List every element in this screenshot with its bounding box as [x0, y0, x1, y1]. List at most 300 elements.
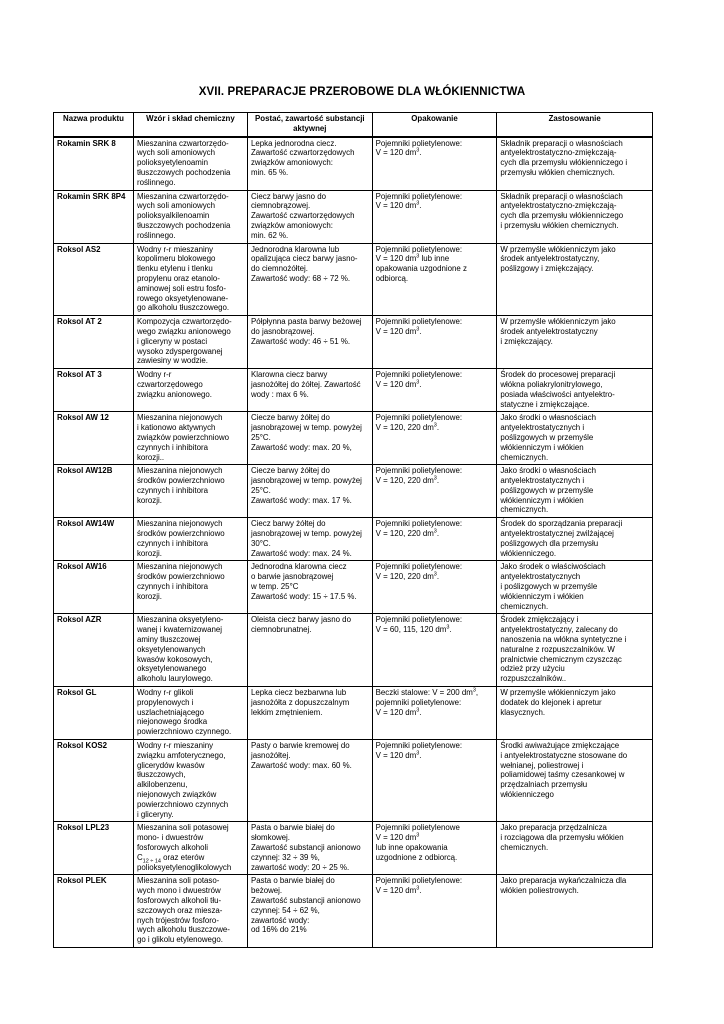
cell-line: zawartość wody:	[250, 915, 310, 925]
application-cell	[497, 316, 653, 369]
cell-line: fosforowych alkoholi	[136, 842, 208, 852]
application-cell	[497, 561, 653, 614]
cell-line: Zawartość wody: max. 17 %.	[250, 495, 352, 505]
application-cell	[497, 822, 653, 875]
table-row	[54, 137, 653, 190]
cell-line: Pojemniki polietylenowe:	[375, 244, 463, 254]
formula-cell	[133, 687, 247, 740]
form-cell	[247, 190, 372, 243]
cell-line: roślinnego.	[136, 177, 176, 187]
product-name: Roksol KOS2	[54, 740, 134, 822]
cell-line: czynnych i inhibitora	[136, 538, 208, 548]
cell-line: nych trójestrów fosforo-	[136, 915, 219, 925]
cell-line: poślizgowy i zmiękczający.	[500, 264, 594, 274]
cell-line: czwartorzędowego	[136, 379, 203, 389]
cell-line: jasnobrązowej w temp. powyżej	[250, 476, 362, 486]
cell-line: jasnożółtej do żółtej. Zawartość	[250, 379, 361, 389]
product-name: Roksol AZR	[54, 614, 134, 687]
cell-line: i gliceryny.	[136, 809, 174, 819]
table-header-row	[54, 113, 653, 137]
application-cell	[497, 518, 653, 561]
cell-line: czynnych i inhibitora	[136, 582, 208, 592]
formula-cell	[133, 614, 247, 687]
cell-line: glicerydów kwasów	[136, 760, 205, 770]
cell-line: związków amoniowych:	[250, 158, 333, 168]
cell-line: Ciecze barwy żółtej do	[250, 413, 330, 423]
cell-line: antyelektrostatyczny, zalecany do	[500, 625, 618, 635]
form-cell	[247, 465, 372, 518]
cell-line: Środek zmiękczający i	[500, 615, 579, 625]
cell-line: korozji.	[136, 495, 162, 505]
application-cell	[497, 875, 653, 948]
form-cell	[247, 687, 372, 740]
cell-line: ciemnobrunatnej.	[250, 625, 312, 635]
cell-line: Jako środek o właściwościach	[500, 562, 606, 572]
formula-cell	[133, 561, 247, 614]
cell-line: i przemysłu włókien chemicznych.	[500, 220, 619, 230]
cell-line: związków amoniowych:	[250, 220, 333, 230]
form-cell	[247, 875, 372, 948]
formula-cell	[133, 369, 247, 412]
cell-line: tłuszczowych,	[136, 770, 186, 780]
cell-line: V = 120 $dm^3$.	[375, 379, 422, 389]
cell-line: wełnianej, poliestrowej i	[500, 760, 584, 770]
cell-line: uzgodnione z odbiorcą.	[375, 852, 458, 862]
product-name: Roksol AW16	[54, 561, 134, 614]
cell-line: Pojemniki polietylenowe:	[375, 413, 463, 423]
cell-line: środków powierzchniowo	[136, 476, 225, 486]
cell-line: beżowej.	[250, 886, 283, 896]
form-cell	[247, 369, 372, 412]
cell-line: go alkoholu tłuszczowego.	[136, 303, 230, 313]
cell-line: Zawartość wody: 68 ÷ 72 %.	[250, 273, 351, 283]
cell-line: środek antyelektrostatyczny,	[500, 254, 600, 264]
cell-line: Wodny r-r	[136, 370, 172, 380]
product-name: Roksol AS2	[54, 243, 134, 316]
cell-line: wych soli amoniowych	[136, 201, 215, 211]
cell-line: i zmiękczający.	[500, 336, 553, 346]
cell-line: kopolimeru blokowego	[136, 254, 216, 264]
cell-line: propylenu oraz etanolo-	[136, 273, 220, 283]
cell-line: min. 62 %.	[250, 230, 289, 240]
application-cell	[497, 740, 653, 822]
cell-line: korozji..	[136, 452, 165, 462]
cell-line: Mieszanina niejonowych	[136, 562, 223, 572]
product-name: Roksol AW 12	[54, 412, 134, 465]
cell-line: rozpuszczalników..	[500, 674, 567, 684]
cell-line: włókienniczego	[500, 790, 554, 799]
form-cell	[247, 412, 372, 465]
cell-line: cych dla przemysłu włókienniczego i	[500, 158, 628, 168]
cell-line: V = 120 $dm^3$ lub inne	[375, 253, 450, 264]
cell-line: poślizgowych dla przemysłu	[500, 538, 599, 548]
cell-line: polioksyetylenoamin	[136, 158, 208, 168]
table-row	[54, 369, 653, 412]
cell-line: powierzchniowo czynnego.	[136, 727, 232, 737]
cell-line: Pasta o barwie białej do	[250, 876, 335, 886]
cell-line: przędzalniach przemysłu	[500, 780, 588, 790]
cell-line: poślizgowych w przemyśle	[500, 485, 594, 495]
cell-line: uszlachetniającego	[136, 707, 205, 717]
cell-line: Jako środki o własnościach	[500, 413, 596, 423]
cell-line: poliamidowej taśmy czesankowej w	[500, 770, 625, 780]
table-row	[54, 316, 653, 369]
cell-line: oksyetylenowanego	[136, 664, 207, 674]
cell-line: wego związku anionowego	[136, 326, 231, 336]
cell-line: włókienniczym i włókien	[500, 442, 584, 452]
cell-line: polioksyalkilenoamin	[136, 211, 210, 221]
cell-line: wanej i kwaternizowanej	[136, 625, 223, 635]
formula-cell	[133, 243, 247, 316]
cell-line: Mieszanina soli potasowej	[136, 823, 229, 833]
cell-line: Jako preparacja wykańczalnicza dla	[500, 876, 627, 886]
cell-line: pralnictwie chemicznym czyszcząc	[500, 654, 622, 664]
cell-line: i kationowo aktywnych	[136, 423, 216, 433]
table-row	[54, 190, 653, 243]
cell-line: oksyetylenowanych	[136, 644, 206, 654]
cell-line: i antyelektrostatyczne stosowane do	[500, 750, 628, 760]
packaging-cell	[372, 190, 497, 243]
table-row	[54, 687, 653, 740]
cell-line: rowego oksyetylenowane-	[136, 293, 229, 303]
cell-line: Pojemniki polietylenowe:	[375, 876, 463, 886]
packaging-cell	[372, 465, 497, 518]
cell-line: Zawartość wody: max. 24 %.	[250, 548, 352, 558]
cell-line: szczowych oraz miesza-	[136, 905, 223, 915]
application-cell	[497, 465, 653, 518]
cell-line: Ciecz barwy żółtej do	[250, 519, 326, 529]
cell-line: Pojemniki polietylenowe:	[375, 138, 463, 148]
form-cell	[247, 561, 372, 614]
cell-line: Zawartość wody: max. 60 %.	[250, 760, 352, 770]
cell-line: opakowania uzgodnione z	[375, 264, 467, 274]
cell-line: jasnobrązowej w temp. powyżej	[250, 423, 362, 433]
cell-line: Pojemniki polietylenowe:	[375, 317, 463, 327]
cell-line: Mieszanina niejonowych	[136, 413, 223, 423]
table-row	[54, 822, 653, 875]
cell-line: Mieszanina oksyetyleno-	[136, 615, 224, 625]
cell-line: W przemyśle włókienniczym jako	[500, 244, 616, 254]
cell-line: antyelektrostatycznej zwilżającej	[500, 529, 614, 539]
form-cell	[247, 614, 372, 687]
cell-line: jasnobrązowej w temp. powyżej	[250, 529, 362, 539]
cell-line: nanoszenia na włókna syntetyczne i	[500, 635, 627, 645]
cell-line: powierzchniowo czynnych	[136, 799, 229, 809]
formula-cell	[133, 465, 247, 518]
column-header: Opakowanie	[372, 113, 497, 137]
cell-line: tłuszczowych pochodzenia	[136, 220, 231, 230]
table-row	[54, 561, 653, 614]
cell-line: Jednorodna klarowna ciecz	[250, 562, 347, 572]
cell-line: Jako preparacja przędzalnicza	[500, 823, 607, 833]
cell-line: min. 65 %.	[250, 167, 289, 177]
formula-cell	[133, 822, 247, 875]
cell-line: V = 120, 220 $dm^3$.	[375, 422, 440, 433]
cell-line: dodatek do klejonek i apretur	[500, 697, 602, 707]
form-cell	[247, 740, 372, 822]
cell-line: niejonowych związków	[136, 790, 217, 799]
table-row	[54, 465, 653, 518]
cell-line: Wodny r-r mieszaniny	[136, 244, 214, 254]
table-row	[54, 614, 653, 687]
cell-line: V = 120 $dm^3$	[375, 832, 420, 843]
cell-line: Pasta o barwie białej do	[250, 823, 335, 833]
cell-line: Beczki stalowe: V = 200 $dm^3$,	[375, 687, 479, 698]
cell-line: zawiesiny w wodzie.	[136, 356, 208, 366]
cell-line: V = 120 $dm^3$.	[375, 707, 422, 717]
cell-line: Wodny r-r mieszaniny	[136, 741, 214, 751]
cell-line: wych soli amoniowych	[136, 148, 215, 158]
product-name: Roksol GL	[54, 687, 134, 740]
page-title: XVII. PREPARACJE PRZEROBOWE DLA WŁÓKIENNICTWA	[198, 86, 526, 98]
cell-line: Lepka jednorodna ciecz.	[250, 138, 337, 148]
cell-line: w temp. 25°C	[250, 582, 299, 592]
cell-line: V = 120 $dm^3$.	[375, 885, 422, 896]
cell-line: poślizgowych w przemyśle	[500, 432, 594, 442]
cell-line: antyelektrostatycznych i	[500, 423, 585, 433]
cell-line: związków powierzchniowo	[136, 432, 230, 442]
cell-line: korozji.	[136, 591, 162, 601]
cell-line: aminowej soli estru fosfo-	[136, 283, 226, 293]
cell-line: V = 120 $dm^3$.	[375, 750, 422, 760]
cell-line: 25°C.	[250, 485, 271, 495]
cell-line: i poślizgowych w przemyśle	[500, 582, 598, 592]
cell-line: włókienniczym i włókien	[500, 495, 584, 505]
formula-cell	[133, 875, 247, 948]
cell-line: Pojemniki polietylenowe:	[375, 191, 463, 201]
cell-line: Pojemniki polietylenowe:	[375, 370, 463, 380]
cell-line: kwasów kokosowych,	[136, 654, 213, 664]
application-cell	[497, 412, 653, 465]
cell-line: V = 60, 115, 120 $dm^3$.	[375, 624, 452, 635]
cell-line: związku anionowego.	[136, 389, 212, 399]
cell-line: propylenowych i	[136, 697, 194, 707]
formula-cell	[133, 316, 247, 369]
cell-line: środek antyelektrostatyczny	[500, 326, 598, 336]
table-row	[54, 740, 653, 822]
cell-line: lekkim zmętnieniem.	[250, 707, 323, 717]
product-name: Rokamin SRK 8P4	[54, 190, 134, 243]
cell-line: go i glikolu etylenowego.	[136, 935, 223, 945]
cell-line: o barwie jasnobrązowej	[250, 572, 334, 582]
column-header: Nazwa produktu	[54, 113, 134, 137]
form-cell	[247, 316, 372, 369]
cell-line: V = 120 $dm^3$.	[375, 326, 422, 336]
cell-line: Mieszanina czwartorzędo-	[136, 191, 229, 201]
cell-line: Pojemniki polietylenowe	[375, 823, 460, 833]
product-name: Roksol AT 2	[54, 316, 134, 369]
cell-line: antyelektrostatycznych	[500, 572, 581, 582]
cell-line: naturalne z rozpuszczalników. W	[500, 644, 615, 654]
cell-line: Ciecze barwy żółtej do	[250, 466, 330, 476]
cell-line: włókienniczym i włókien	[500, 591, 584, 601]
cell-line: V = 120, 220 $dm^3$.	[375, 475, 440, 486]
cell-line: czynnych i inhibitora	[136, 485, 208, 495]
cell-line: Pojemniki polietylenowe:	[375, 519, 463, 529]
cell-line: Zawartość wody: max. 20 %,	[250, 442, 352, 452]
formula-cell	[133, 137, 247, 190]
table-body	[54, 137, 653, 948]
cell-line: Zawartość wody: 15 ÷ 17.5 %.	[250, 591, 357, 601]
cell-line: klasycznych.	[500, 707, 546, 717]
application-cell	[497, 369, 653, 412]
cell-line: jasnożółtej.	[250, 750, 291, 760]
packaging-cell	[372, 412, 497, 465]
column-header: Zastosowanie	[497, 113, 653, 137]
cell-line: Pojemniki polietylenowe:	[375, 741, 463, 751]
cell-line: W przemyśle włókienniczym jako	[500, 317, 616, 327]
form-cell	[247, 518, 372, 561]
cell-line: Kompozycja czwartorzędo-	[136, 317, 232, 327]
cell-line: środków powierzchniowo	[136, 572, 225, 582]
cell-line: Pojemniki polietylenowe:	[375, 615, 463, 625]
product-name: Roksol PLEK	[54, 875, 134, 948]
cell-line: antyelektrostatycznych i	[500, 476, 585, 486]
packaging-cell	[372, 687, 497, 740]
cell-line: Mieszanina niejonowych	[136, 519, 223, 529]
cell-line: antyelektrostatyczno-zmiękczają-	[500, 148, 617, 158]
cell-line: do ciemnożółtej.	[250, 264, 308, 274]
cell-line: polioksyetylenoglikolowych	[136, 862, 232, 872]
column-header: Wzór i skład chemiczny	[133, 113, 247, 137]
cell-line: Środek do procesowej preparacji	[500, 370, 616, 380]
cell-line: Zawartość czwartorzędowych	[250, 148, 355, 158]
cell-line: korozji.	[136, 548, 162, 558]
cell-line: V = 120 $dm^3$.	[375, 200, 422, 211]
cell-line: opalizująca ciecz barwy jasno-	[250, 254, 358, 264]
cell-line: Składnik preparacji o własnościach	[500, 138, 623, 148]
cell-line: Pasty o barwie kremowej do	[250, 741, 350, 751]
packaging-cell	[372, 740, 497, 822]
cell-line: czynnej: 54 ÷ 62 %,	[250, 905, 320, 915]
cell-line: Środek do sporządzania preparacji	[500, 519, 623, 529]
cell-line: Jako środki o własnościach	[500, 466, 596, 476]
cell-line: Zawartość wody: 46 ÷ 51 %.	[250, 336, 351, 346]
cell-line: V = 120 $dm^3$.	[375, 147, 422, 158]
cell-line: Środki awiważujące zmiękczające	[500, 741, 620, 751]
cell-line: Pojemniki polietylenowe:	[375, 466, 463, 476]
cell-line: Składnik preparacji o własnościach	[500, 191, 623, 201]
cell-line: $C_{12 \div 14}$ oraz eterów	[136, 852, 205, 865]
cell-line: chemicznych.	[500, 505, 549, 515]
cell-line: do jasnobrązowej.	[250, 326, 315, 336]
cell-line: tlenku etylenu i tlenku	[136, 264, 213, 274]
cell-line: czynnej: 32 ÷ 39 %,	[250, 852, 320, 862]
cell-line: statyczne i zmiękczające.	[500, 399, 590, 409]
cell-line: Oleista ciecz barwy jasno do	[250, 615, 351, 625]
cell-line: wych mono i dwuestrów	[136, 886, 221, 896]
cell-line: Półpłynna pasta barwy beżowej	[250, 317, 362, 327]
cell-line: włókienniczego.	[500, 548, 557, 558]
cell-line: Lepka ciecz bezbarwna lub	[250, 688, 347, 698]
cell-line: cych dla przemysłu włókienniczego	[500, 211, 624, 221]
cell-line: 30°C.	[250, 538, 271, 548]
cell-line: związku amfoterycznego,	[136, 750, 226, 760]
cell-line: odzież przy użyciu	[500, 664, 565, 674]
cell-line: wysoko zdyspergowanej	[136, 346, 223, 356]
product-name: Roksol AW14W	[54, 518, 134, 561]
formula-cell	[133, 740, 247, 822]
cell-line: słomkowej.	[250, 833, 290, 843]
table-row	[54, 875, 653, 948]
packaging-cell	[372, 243, 497, 316]
product-name: Rokamin SRK 8	[54, 137, 134, 190]
packaging-cell	[372, 518, 497, 561]
column-header: Postać, zawartość substancji aktywnej	[247, 113, 372, 137]
cell-line: przemysłu włókien chemicznych.	[500, 167, 615, 177]
cell-line: Klarowna ciecz barwy	[250, 370, 328, 380]
cell-line: Pojemniki polietylenowe:	[375, 562, 463, 572]
cell-line: włókien poliestrowych.	[500, 886, 579, 896]
table-row	[54, 412, 653, 465]
cell-line: czynnych i inhibitora	[136, 442, 208, 452]
cell-line: Wodny r-r glikoli	[136, 688, 194, 698]
cell-line: ciemnobrązowej.	[250, 201, 311, 211]
form-cell	[247, 822, 372, 875]
application-cell	[497, 687, 653, 740]
cell-line: mono- i dwuestrów	[136, 833, 204, 843]
cell-line: odbiorcą.	[375, 273, 409, 283]
cell-line: jasnożółta z dopuszczalnym	[250, 697, 350, 707]
cell-line: niejonowego środka	[136, 717, 208, 727]
cell-line: Zawartość substancji anionowo	[250, 895, 361, 905]
form-cell	[247, 137, 372, 190]
product-name: Roksol LPL23	[54, 822, 134, 875]
cell-line: 25°C.	[250, 432, 271, 442]
packaging-cell	[372, 561, 497, 614]
cell-line: włókna poliakrylonitrylowego,	[500, 379, 603, 389]
cell-line: zawartość wody: 20 ÷ 25 %.	[250, 862, 350, 872]
cell-line: aminy tłuszczowej	[136, 635, 201, 645]
cell-line: W przemyśle włókienniczym jako	[500, 688, 616, 698]
cell-line: V = 120, 220 $dm^3$.	[375, 571, 440, 582]
table-row	[54, 243, 653, 316]
formula-cell	[133, 518, 247, 561]
product-name: Roksol AW12B	[54, 465, 134, 518]
cell-line: chemicznych.	[500, 601, 549, 611]
cell-line: od 16% do 21%	[250, 925, 307, 935]
packaging-cell	[372, 137, 497, 190]
application-cell	[497, 190, 653, 243]
cell-line: Jednorodna klarowna lub	[250, 244, 340, 254]
packaging-cell	[372, 316, 497, 369]
cell-line: Mieszanina niejonowych	[136, 466, 223, 476]
products-table	[53, 112, 653, 948]
cell-line: Ciecz barwy jasno do	[250, 191, 326, 201]
cell-line: środków powierzchniowo	[136, 529, 225, 539]
cell-line: tłuszczowych pochodzenia	[136, 167, 231, 177]
cell-line: pojemniki polietylenowe:	[375, 697, 462, 707]
cell-line: Zawartość substancji anionowo	[250, 842, 361, 852]
form-cell	[247, 243, 372, 316]
cell-line: Mieszanina czwartorzędo-	[136, 138, 229, 148]
cell-line: antyelektrostatyczno-zmiękczają-	[500, 201, 617, 211]
cell-line: i rozciągowa dla przemysłu włókien	[500, 833, 624, 843]
cell-line: wody : max 6 %.	[250, 389, 309, 399]
formula-cell	[133, 190, 247, 243]
cell-line: chemicznych.	[500, 452, 549, 462]
cell-line: posiada właściwości antyelektro-	[500, 389, 615, 399]
product-name: Roksol AT 3	[54, 369, 134, 412]
packaging-cell	[372, 369, 497, 412]
cell-line: fosforowych alkoholi tłu-	[136, 895, 222, 905]
packaging-cell	[372, 614, 497, 687]
cell-line: chemicznych.	[500, 842, 549, 852]
application-cell	[497, 137, 653, 190]
cell-line: Mieszanina soli potaso-	[136, 876, 220, 886]
formula-cell	[133, 412, 247, 465]
cell-line: roślinnego.	[136, 230, 176, 240]
